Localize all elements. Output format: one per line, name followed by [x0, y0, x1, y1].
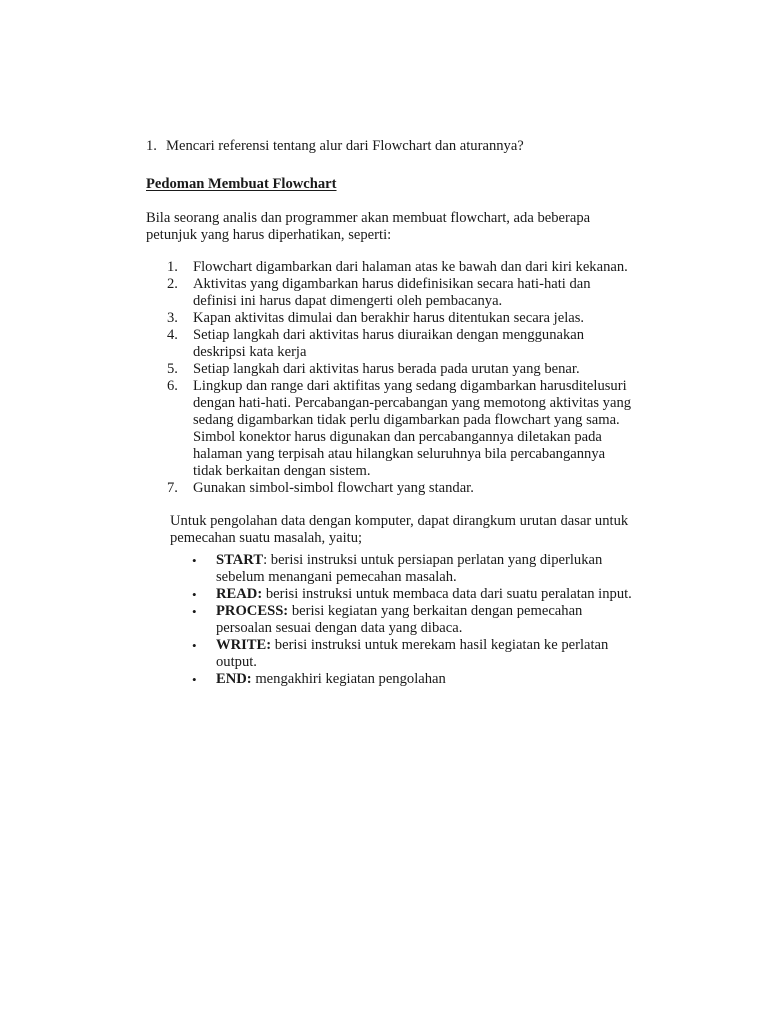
- guideline-line: deskripsi kata kerja: [193, 344, 307, 360]
- bullet-icon: •: [192, 638, 197, 653]
- guideline-number: 6.: [167, 378, 178, 394]
- bullet-icon: •: [192, 553, 197, 568]
- guideline-item: [160, 327, 680, 361]
- guideline-line: Gunakan simbol-simbol flowchart yang standar.: [193, 480, 474, 496]
- guideline-number: 1.: [167, 259, 178, 275]
- section-heading: Pedoman Membuat Flowchart: [146, 176, 337, 192]
- guideline-item: [160, 276, 680, 310]
- bullet-icon: •: [192, 672, 197, 687]
- step-item: [170, 552, 690, 586]
- step-line: berisi instruksi untuk membaca data dari suatu peralatan input.: [262, 586, 632, 602]
- step-line: berisi instruksi untuk merekam hasil kegiatan ke perlatan: [271, 637, 609, 653]
- processing-intro-line: pemecahan suatu masalah, yaitu;: [170, 530, 363, 546]
- guideline-item: [160, 361, 680, 378]
- guideline-line: sedang digambarkan tidak perlu digambarkan pada flowchart yang sama.: [193, 412, 620, 428]
- guideline-list: [160, 259, 680, 497]
- step-item: [170, 637, 690, 671]
- processing-steps-list: [170, 552, 690, 688]
- step-term: END:: [216, 671, 252, 687]
- guideline-item: [160, 378, 680, 480]
- guideline-number: 4.: [167, 327, 178, 343]
- guideline-line: Lingkup dan range dari aktifitas yang sedang digambarkan harusditelusuri: [193, 378, 627, 394]
- step-line: output.: [216, 654, 257, 670]
- question-text: Mencari referensi tentang alur dari Flowchart dan aturannya?: [166, 138, 524, 154]
- step-item: [170, 603, 690, 637]
- guideline-line: Aktivitas yang digambarkan harus didefinisikan secara hati-hati dan: [193, 276, 591, 292]
- step-line: berisi kegiatan yang berkaitan dengan pemecahan: [288, 603, 583, 619]
- step-line: : berisi instruksi untuk persiapan perlatan yang diperlukan: [263, 552, 603, 568]
- guideline-line: tidak berkaitan dengan sistem.: [193, 463, 371, 479]
- step-item: [170, 586, 690, 603]
- step-line: persoalan sesuai dengan data yang dibaca.: [216, 620, 463, 636]
- guideline-number: 7.: [167, 480, 178, 496]
- intro-line: Bila seorang analis dan programmer akan membuat flowchart, ada beberapa: [146, 210, 591, 226]
- step-line: sebelum menangani pemecahan masalah.: [216, 569, 457, 585]
- intro-paragraph: [146, 210, 646, 244]
- guideline-line: definisi ini harus dapat dimengerti oleh pembacanya.: [193, 293, 503, 309]
- bullet-icon: •: [192, 604, 197, 619]
- question-number: 1.: [146, 138, 157, 154]
- guideline-line: Flowchart digambarkan dari halaman atas ke bawah dan dari kiri kekanan.: [193, 259, 628, 275]
- processing-intro-line: Untuk pengolahan data dengan komputer, dapat dirangkum urutan dasar untuk: [170, 513, 629, 529]
- guideline-line: halaman yang terpisah atau hilangkan seluruhnya bila percabangannya: [193, 446, 606, 462]
- step-line: mengakhiri kegiatan pengolahan: [251, 671, 446, 687]
- guideline-line: Setiap langkah dari aktivitas harus diuraikan dengan menggunakan: [193, 327, 585, 343]
- guideline-number: 5.: [167, 361, 178, 377]
- guideline-item: [160, 480, 680, 497]
- guideline-line: Setiap langkah dari aktivitas harus berada pada urutan yang benar.: [193, 361, 580, 377]
- step-term: READ:: [216, 586, 263, 602]
- step-term: START: [216, 552, 264, 568]
- intro-line: petunjuk yang harus diperhatikan, seperti:: [146, 227, 392, 243]
- guideline-item: [160, 259, 680, 276]
- step-term: PROCESS:: [216, 603, 289, 619]
- guideline-line: Kapan aktivitas dimulai dan berakhir harus ditentukan secara jelas.: [193, 310, 585, 326]
- guideline-line: dengan hati-hati. Percabangan-percabangan yang memotong aktivitas yang: [193, 395, 632, 411]
- step-item: [170, 671, 690, 688]
- guideline-item: [160, 310, 680, 327]
- processing-intro-paragraph: [170, 513, 628, 547]
- bullet-icon: •: [192, 587, 197, 602]
- guideline-line: Simbol konektor harus digunakan dan percabangannya diletakan pada: [193, 429, 602, 445]
- step-term: WRITE:: [216, 637, 272, 653]
- guideline-number: 3.: [167, 310, 178, 326]
- guideline-number: 2.: [167, 276, 178, 292]
